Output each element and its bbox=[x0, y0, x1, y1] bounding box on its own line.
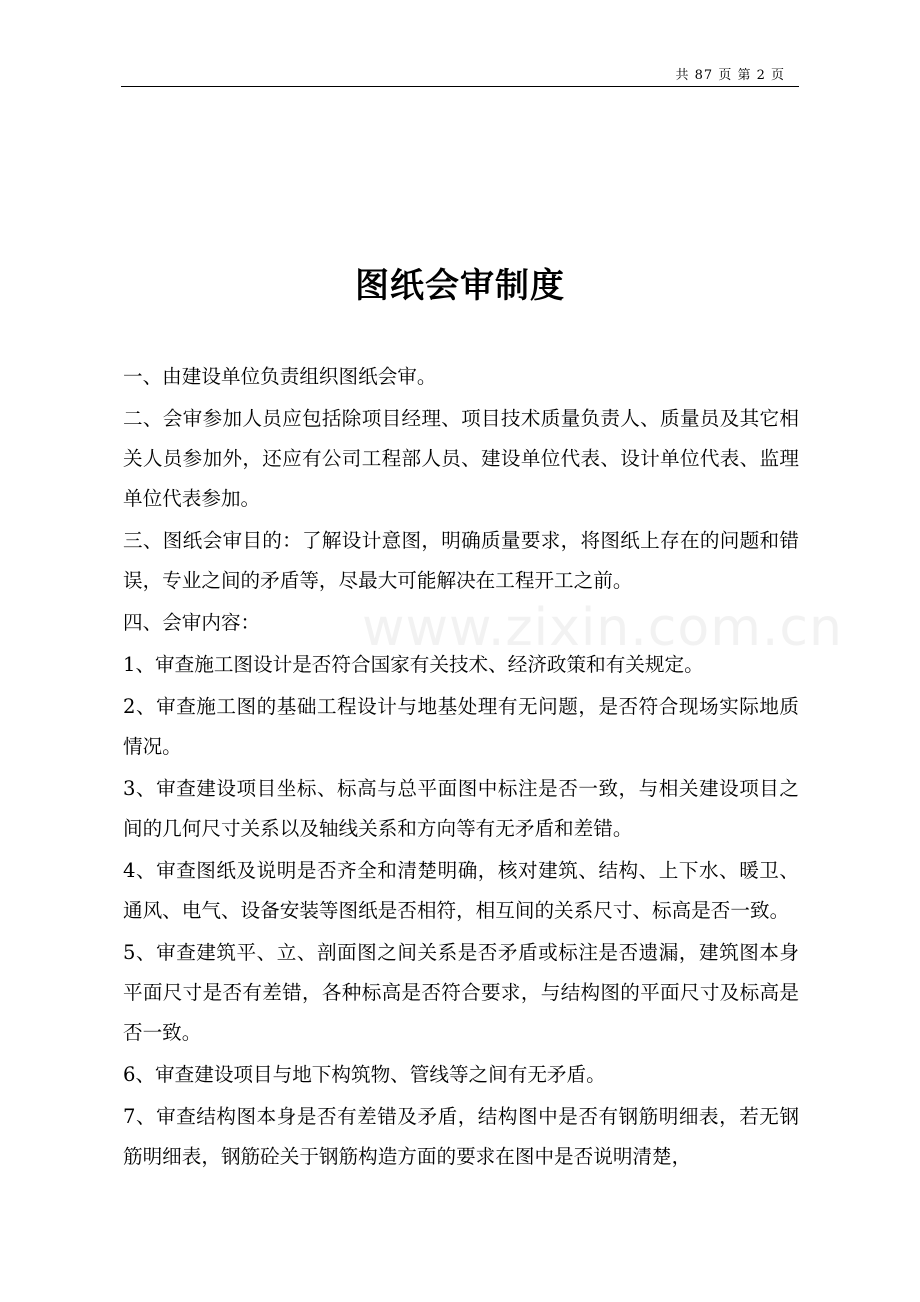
paragraph: 3、审查建设项目坐标、标高与总平面图中标注是否一致，与相关建设项目之间的几何尺寸关系以及轴线关系和方向等有无矛盾和差错。 bbox=[123, 777, 799, 840]
paragraph: 7、审查结构图本身是否有差错及矛盾，结构图中是否有钢筋明细表，若无钢筋明细表，钢筋砼关于钢筋构造方面的要求在图中是否说明清楚， bbox=[123, 1105, 799, 1168]
document-title: 图纸会审制度 bbox=[355, 266, 565, 306]
paragraph: 4、审查图纸及说明是否齐全和清楚明确，核对建筑、结构、上下水、暖卫、通风、电气、设备安装等图纸是否相符，相互间的关系尺寸、标高是否一致。 bbox=[123, 859, 799, 922]
paragraph: 6、审查建设项目与地下构筑物、管线等之间有无矛盾。 bbox=[123, 1063, 606, 1086]
page-header bbox=[121, 60, 799, 87]
paragraph: 一、由建设单位负责组织图纸会审。 bbox=[123, 365, 437, 388]
watermark: www.zixin.com.cn bbox=[362, 598, 843, 658]
page-indicator: 共 87 页 第 2 页 bbox=[675, 68, 785, 83]
document-body bbox=[123, 357, 843, 1177]
paragraph: 二、会审参加人员应包括除项目经理、项目技术质量负责人、质量员及其它相关人员参加外，还应有公司工程部人员、建设单位代表、设计单位代表、监理单位代表参加。 bbox=[123, 407, 799, 510]
paragraph: 四、会审内容： bbox=[123, 611, 261, 634]
paragraph: 2、审查施工图的基础工程设计与地基处理有无问题，是否符合现场实际地质情况。 bbox=[123, 695, 799, 758]
paragraph: 三、图纸会审目的：了解设计意图，明确质量要求，将图纸上存在的问题和错误，专业之间的矛盾等，尽最大可能解决在工程开工之前。 bbox=[123, 529, 799, 592]
paragraph: 1、审查施工图设计是否符合国家有关技术、经济政策和有关规定。 bbox=[123, 653, 704, 676]
paragraph: 5、审查建筑平、立、剖面图之间关系是否矛盾或标注是否遗漏，建筑图本身平面尺寸是否有差错，各种标高是否符合要求，与结构图的平面尺寸及标高是否一致。 bbox=[123, 941, 799, 1044]
